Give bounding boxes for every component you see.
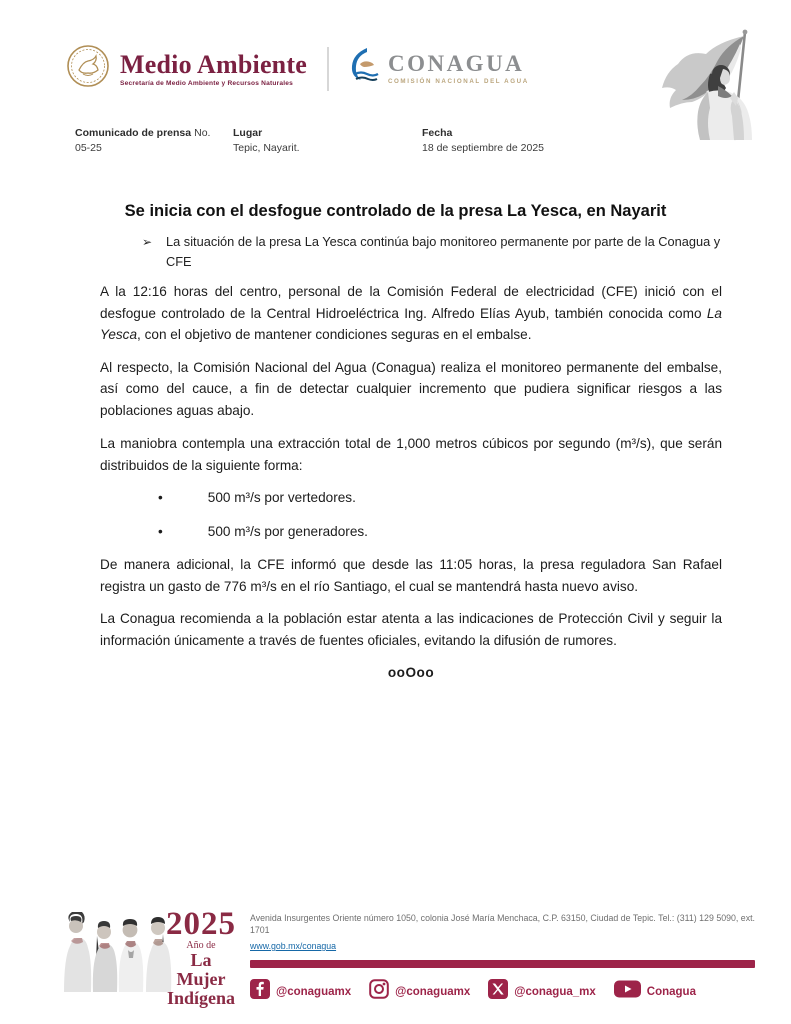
- x-handle: @conagua_mx: [514, 985, 596, 998]
- fecha-value: 18 de septiembre de 2025: [422, 142, 545, 154]
- instagram-handle: @conaguamx: [395, 985, 471, 998]
- year-subtitle-1: Año de: [186, 940, 216, 951]
- paragraph-3: La maniobra contempla una extracción total de 1,000 metros cúbicos por segundo (m³/s), que serán distribuidos de la siguiente forma:: [100, 436, 722, 473]
- dot-bullet-icon: •: [158, 523, 163, 539]
- meta-comunicado: [75, 126, 235, 155]
- lugar-value: Tepic, Nayarit.: [233, 142, 300, 154]
- paragraph-1-italic: La Yesca: [100, 305, 722, 342]
- meta-lugar: [233, 126, 383, 155]
- distribution-list: [100, 487, 722, 542]
- lugar-label: Lugar: [233, 127, 263, 139]
- footer-website-link[interactable]: www.gob.mx/conagua: [250, 941, 337, 951]
- medio-ambiente-subtitle: Secretaría de Medio Ambiente y Recursos Naturales: [120, 79, 293, 87]
- paragraph-2: Al respecto, la Comisión Nacional del Agua (Conagua) realiza el monitoreo permanente del embalse, así como del cauce, a fin de detectar cualquier incremento que pudiera significar riesgos a las poblaciones aguas abajo.: [100, 359, 722, 418]
- meta-fecha: [422, 126, 612, 155]
- comunicado-number: 05-25: [75, 142, 102, 154]
- footer-accent-bar: [250, 960, 755, 968]
- medio-ambiente-title: Medio Ambiente: [120, 49, 307, 79]
- fecha-label: Fecha: [422, 127, 453, 139]
- paragraph-1: [100, 281, 722, 346]
- x-icon: [488, 979, 508, 1004]
- facebook-link[interactable]: [250, 979, 351, 1004]
- conagua-subtitle: COMISIÓN NACIONAL DEL AGUA: [387, 78, 529, 85]
- page-title: Se inicia con el desfogue controlado de la presa La Yesca, en Nayarit: [124, 202, 667, 221]
- list-item: [100, 521, 722, 543]
- instagram-icon: [369, 979, 389, 1004]
- paragraph-1-post: , con el objetivo de mantener condiciones seguras en el embalse.: [137, 327, 532, 342]
- list-item: [100, 487, 722, 509]
- year-2025: 2025: [166, 906, 236, 942]
- youtube-handle: Conagua: [646, 985, 696, 998]
- year-subtitle-3: Indígena: [166, 988, 236, 1008]
- document-body: [100, 281, 722, 684]
- year-campaign-logo: [165, 908, 237, 1008]
- instagram-link[interactable]: [369, 979, 470, 1004]
- x-link[interactable]: [488, 979, 596, 1004]
- footer-address: Avenida Insurgentes Oriente número 1050, colonia José María Menchaca, C.P. 63150, Ciudad de Tepic. Tel.: (311) 129 5090, ext. 1701: [250, 913, 755, 935]
- social-links-row: [250, 979, 755, 1004]
- woman-with-flag-illustration: [648, 28, 780, 151]
- closing-mark: ooOoo: [387, 665, 435, 680]
- facebook-icon: [250, 979, 270, 1004]
- comunicado-no-label: No.: [194, 127, 211, 139]
- indigenous-women-photo: [62, 912, 174, 997]
- footer: [0, 900, 791, 1010]
- paragraph-5: La Conagua recomienda a la población estar atenta a las indicaciones de Protección Civil y seguir la información únicamente a través de fuentes oficiales, evitando la difusión de rumores.: [100, 611, 722, 648]
- header-divider: [327, 47, 329, 91]
- conagua-logo: [347, 44, 529, 93]
- header: [66, 44, 529, 93]
- conagua-waterdrop-icon: [347, 44, 381, 93]
- youtube-icon: [614, 979, 641, 1004]
- highlight-text: La situación de la presa La Yesca continúa bajo monitoreo permanente por parte de la Conagua y CFE: [166, 234, 721, 269]
- paragraph-4: De manera adicional, la CFE informó que desde las 11:05 horas, la presa reguladora San Rafael registra un gasto de 776 m³/s en el río Santiago, el cual se mantendrá hasta nuevo aviso.: [100, 557, 722, 594]
- arrow-bullet-icon: ➢: [142, 235, 153, 249]
- highlight-bullet: [142, 232, 724, 272]
- youtube-link[interactable]: [614, 979, 696, 1004]
- year-subtitle-2: La Mujer: [176, 950, 226, 989]
- semarnat-seal-icon: [66, 44, 110, 93]
- dot-bullet-icon: •: [158, 490, 163, 505]
- list-item-text: 500 m³/s por vertedores.: [207, 490, 356, 505]
- list-item-text: 500 m³/s por generadores.: [207, 523, 368, 539]
- conagua-title: CONAGUA: [387, 51, 525, 76]
- facebook-handle: @conaguamx: [276, 985, 352, 998]
- comunicado-label: Comunicado de prensa: [75, 127, 192, 139]
- paragraph-1-pre: A la 12:16 horas del centro, personal de la Comisión Federal de electricidad (CFE) inició con el desfogue controlado de la Central Hidroeléctrica Ing. Alfredo Elías Ayub, también conocida como: [100, 284, 722, 321]
